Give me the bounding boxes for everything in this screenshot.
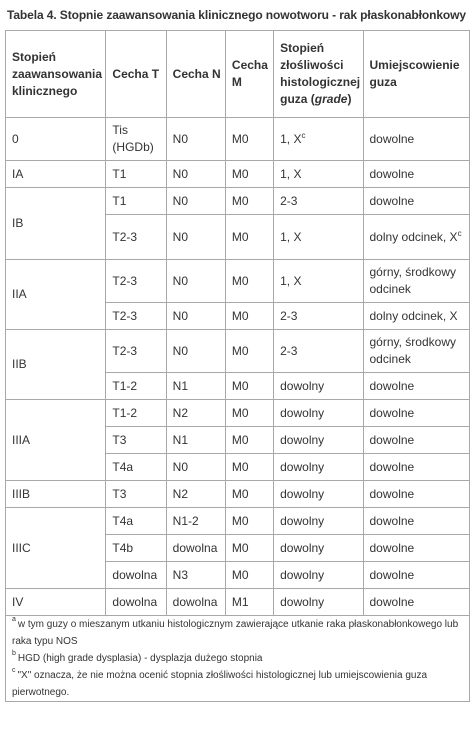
t-cell: T2-3 (106, 215, 166, 260)
table-row (6, 400, 470, 427)
header-grade-em: grade (314, 92, 348, 106)
footnote (12, 650, 469, 667)
grade-cell: 2-3 (274, 330, 363, 373)
t-cell: dowolna (106, 562, 166, 589)
n-cell: N2 (166, 400, 225, 427)
location-cell: dowolne (363, 188, 470, 215)
footnote-mark: a (12, 616, 16, 623)
location-cell: dowolne (363, 508, 470, 535)
location-cell: dowolne (363, 427, 470, 454)
table-row (6, 161, 470, 188)
t-cell: T2-3 (106, 260, 166, 303)
location-cell: dowolne (363, 454, 470, 481)
t-cell: T1 (106, 161, 166, 188)
stage-cell: 0 (6, 118, 106, 161)
n-cell: N1 (166, 427, 225, 454)
table-row (6, 330, 470, 373)
n-cell: dowolna (166, 535, 225, 562)
m-cell: M0 (225, 427, 273, 454)
stage-cell: IIA (6, 260, 106, 330)
m-cell: M0 (225, 562, 273, 589)
stage-cell: IIIA (6, 400, 106, 481)
m-cell: M0 (225, 373, 273, 400)
m-cell: M0 (225, 161, 273, 188)
table-row (6, 508, 470, 535)
m-cell: M0 (225, 118, 273, 161)
n-cell: N0 (166, 188, 225, 215)
header-n: Cecha N (166, 31, 225, 118)
location-cell: dowolne (363, 535, 470, 562)
grade-cell: dowolny (274, 508, 363, 535)
n-cell: dowolna (166, 589, 225, 616)
m-cell: M0 (225, 400, 273, 427)
grade-cell: dowolny (274, 535, 363, 562)
t-cell: Tis (HGDb) (106, 118, 166, 161)
header-m: Cecha M (225, 31, 273, 118)
grade-cell: 2-3 (274, 188, 363, 215)
superscript-mark: c (301, 130, 306, 140)
grade-cell: dowolny (274, 373, 363, 400)
grade-cell: dowolny (274, 427, 363, 454)
t-cell: T2-3 (106, 330, 166, 373)
t-cell: T3 (106, 481, 166, 508)
m-cell: M0 (225, 260, 273, 303)
table-row (6, 260, 470, 303)
footnote (12, 616, 469, 650)
t-cell: T4a (106, 508, 166, 535)
n-cell: N1-2 (166, 508, 225, 535)
location-cell: górny, środkowy odcinek (363, 330, 470, 373)
stage-cell: IIIC (6, 508, 106, 589)
grade-cell: 1, $X^c$ (274, 118, 363, 161)
stage-cell: IIB (6, 330, 106, 400)
location-cell: górny, środkowy odcinek (363, 260, 470, 303)
n-cell: N2 (166, 481, 225, 508)
t-cell: T1-2 (106, 373, 166, 400)
n-cell: N0 (166, 118, 225, 161)
header-t: Cecha T (106, 31, 166, 118)
table-row (6, 188, 470, 215)
table-row (6, 118, 470, 161)
grade-cell: 1, X (274, 161, 363, 188)
m-cell: M1 (225, 589, 273, 616)
m-cell: M0 (225, 330, 273, 373)
grade-cell: dowolny (274, 589, 363, 616)
stage-cell: IA (6, 161, 106, 188)
footnote-text: HGD (high grade dysplasia) - dysplazja dużego stopnia (17, 653, 263, 664)
location-cell: dowolne (363, 481, 470, 508)
n-cell: N0 (166, 454, 225, 481)
superscript-mark: c (457, 228, 462, 238)
t-cell: T4a (106, 454, 166, 481)
stage-cell: IV (6, 589, 106, 616)
footnote-mark: c (12, 667, 16, 674)
table-title: Tabela 4. Stopnie zaawansowania klinicznego nowotworu - rak płaskonabłonkowy (7, 8, 466, 22)
t-cell: T1-2 (106, 400, 166, 427)
location-cell: dolny odcinek, $X^c$ (363, 215, 470, 260)
footnote-mark: b (12, 650, 16, 657)
footnotes-row (6, 616, 470, 702)
m-cell: M0 (225, 454, 273, 481)
m-cell: M0 (225, 215, 273, 260)
header-grade-post: ) (347, 92, 352, 106)
footnote (12, 667, 469, 701)
grade-cell: 1, X (274, 215, 363, 260)
m-cell: M0 (225, 188, 273, 215)
t-cell: T1 (106, 188, 166, 215)
location-cell: dowolne (363, 400, 470, 427)
n-cell: N0 (166, 330, 225, 373)
grade-cell: 1, X (274, 260, 363, 303)
location-cell: dowolne (363, 562, 470, 589)
staging-table (5, 30, 470, 702)
footnote-text: w tym guzy o mieszanym utkaniu histologicznym zawierające utkanie raka płaskonabłonkowego lub raka typu NOS (12, 619, 459, 647)
header-grade-pre: Stopień złośliwości histologicznej guza ( (280, 41, 361, 106)
m-cell: M0 (225, 303, 273, 330)
location-cell: dowolne (363, 373, 470, 400)
stage-cell: IIIB (6, 481, 106, 508)
n-cell: N1 (166, 373, 225, 400)
m-cell: M0 (225, 508, 273, 535)
t-cell: T2-3 (106, 303, 166, 330)
t-cell: T3 (106, 427, 166, 454)
grade-cell: 2-3 (274, 303, 363, 330)
location-cell: dowolne (363, 589, 470, 616)
t-cell: dowolna (106, 589, 166, 616)
grade-cell: dowolny (274, 481, 363, 508)
m-cell: M0 (225, 535, 273, 562)
n-cell: N0 (166, 161, 225, 188)
header-location: Umiejscowienie guza (363, 31, 470, 118)
n-cell: N3 (166, 562, 225, 589)
table-row (6, 589, 470, 616)
header-stage: Stopień zaawansowania klinicznego (6, 31, 106, 118)
m-cell: M0 (225, 481, 273, 508)
footnote-text: "X" oznacza, że nie można ocenić stopnia złośliwości histologicznej lub umiejscowienia guza pierwotnego. (12, 670, 428, 698)
footnotes (6, 616, 470, 702)
t-cell: T4b (106, 535, 166, 562)
stage-cell: IB (6, 188, 106, 260)
n-cell: N0 (166, 303, 225, 330)
grade-cell: dowolny (274, 562, 363, 589)
header-grade (274, 31, 363, 118)
n-cell: N0 (166, 260, 225, 303)
location-cell: dolny odcinek, X (363, 303, 470, 330)
location-cell: dowolne (363, 118, 470, 161)
grade-cell: dowolny (274, 400, 363, 427)
table-row (6, 481, 470, 508)
n-cell: N0 (166, 215, 225, 260)
header-row (6, 31, 470, 118)
location-cell: dowolne (363, 161, 470, 188)
grade-cell: dowolny (274, 454, 363, 481)
